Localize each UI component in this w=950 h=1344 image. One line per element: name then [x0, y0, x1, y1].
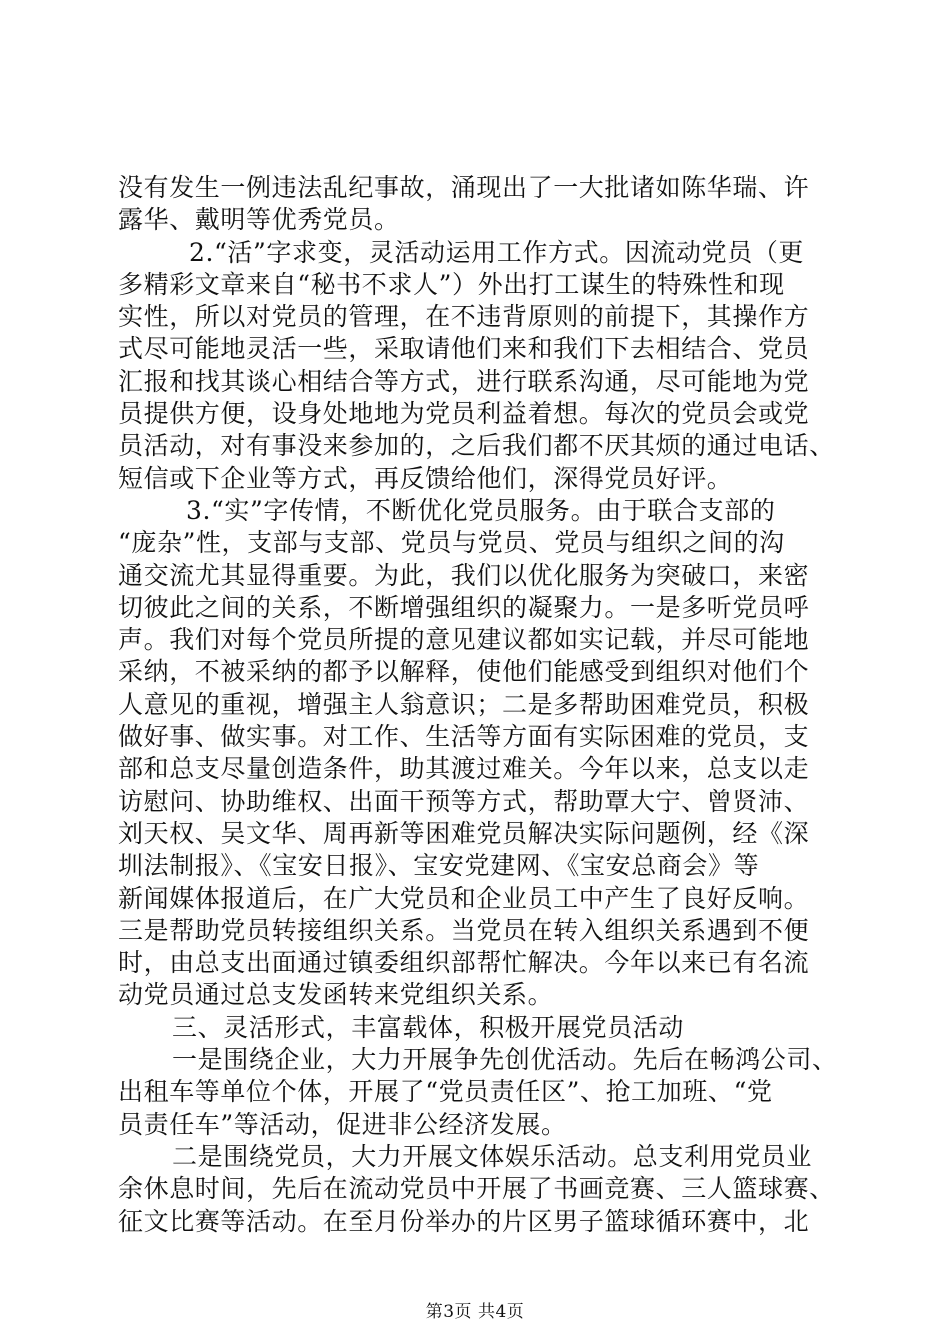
text-line: 访慰问、协助维权、出面干预等方式，帮助覃大宁、曾贤沛、: [118, 786, 810, 816]
text-line: 三是帮助党员转接组织关系。当党员在转入组织关系遇到不便: [118, 915, 810, 945]
text-line: 圳法制报》、《宝安日报》、宝安党建网、《宝安总商会》等: [118, 851, 760, 881]
text-line: 式尽可能地灵活一些，采取请他们来和我们下去相结合、党员: [118, 334, 810, 364]
text-line: 员活动，对有事没来参加的，之后我们都不厌其烦的通过电话、: [118, 431, 835, 461]
text-line: 一是围绕企业，大力开展争先创优活动。先后在畅鸿公司、: [172, 1045, 838, 1075]
text-line: 新闻媒体报道后，在广大党员和企业员工中产生了良好反响。: [118, 883, 810, 913]
text-line: 短信或下企业等方式，再反馈给他们，深得党员好评。: [118, 463, 733, 493]
text-line: 汇报和找其谈心相结合等方式，进行联系沟通，尽可能地为党: [118, 366, 810, 396]
text-line: 没有发生一例违法乱纪事故，涌现出了一大批诸如陈华瑞、许: [118, 173, 810, 202]
text-line: 露华、戴明等优秀党员。: [118, 205, 400, 235]
text-line: 员提供方便，设身处地地为党员利益着想。每次的党员会或党: [118, 399, 810, 429]
text-line: 动党员通过总支发函转来党组织关系。: [118, 980, 554, 1010]
text-line: 通交流尤其显得重要。为此，我们以优化服务为突破口，来密: [118, 560, 810, 590]
section-heading: 三、灵活形式，丰富载体，积极开展党员活动: [172, 1012, 685, 1042]
text-line: 余休息时间，先后在流动党员中开展了书画竞赛、三人篮球赛、: [118, 1174, 835, 1204]
text-line: 切彼此之间的关系，不断增强组织的凝聚力。一是多听党员呼: [118, 592, 810, 622]
text-line: 时，由总支出面通过镇委组织部帮忙解决。今年以来已有名流: [118, 948, 810, 978]
text-line: 声。我们对每个党员所提的意见建议都如实记载，并尽可能地: [118, 625, 810, 655]
text-line: 3.“实”字传情，不断优化党员服务。由于联合支部的: [186, 495, 776, 525]
text-line: 2.“活”字求变，灵活动运用工作方式。因流动党员（更: [189, 237, 805, 267]
text-line: 部和总支尽量创造条件，助其渡过难关。今年以来，总支以走: [118, 754, 810, 784]
text-line: 做好事、做实事。对工作、生活等方面有实际困难的党员，支: [118, 722, 810, 752]
text-line: 二是围绕党员，大力开展文体娱乐活动。总支利用党员业: [172, 1141, 813, 1171]
document-body: [118, 172, 838, 1238]
text-line: “庞杂”性，支部与支部、党员与党员、党员与组织之间的沟: [118, 528, 785, 558]
text-line: 刘天权、吴文华、周再新等困难党员解决实际问题例，经《深: [118, 818, 810, 848]
text-line: 征文比赛等活动。在至月份举办的片区男子篮球循环赛中，北: [118, 1206, 810, 1236]
text-line: 出租车等单位个体，开展了“党员责任区”、抢工加班、“党: [118, 1077, 773, 1107]
page-number-footer: 第3页 共4页: [425, 1302, 525, 1322]
text-line: 多精彩文章来自“秘书不求人”）外出打工谋生的特殊性和现: [118, 269, 785, 299]
text-line: 员责任车”等活动，促进非公经济发展。: [118, 1109, 567, 1139]
text-line: 采纳，不被采纳的都予以解释，使他们能感受到组织对他们个: [118, 657, 810, 687]
text-line: 人意见的重视，增强主人翁意识；二是多帮助困难党员，积极: [118, 689, 810, 719]
text-line: 实性，所以对党员的管理，在不违背原则的前提下，其操作方: [118, 302, 810, 332]
